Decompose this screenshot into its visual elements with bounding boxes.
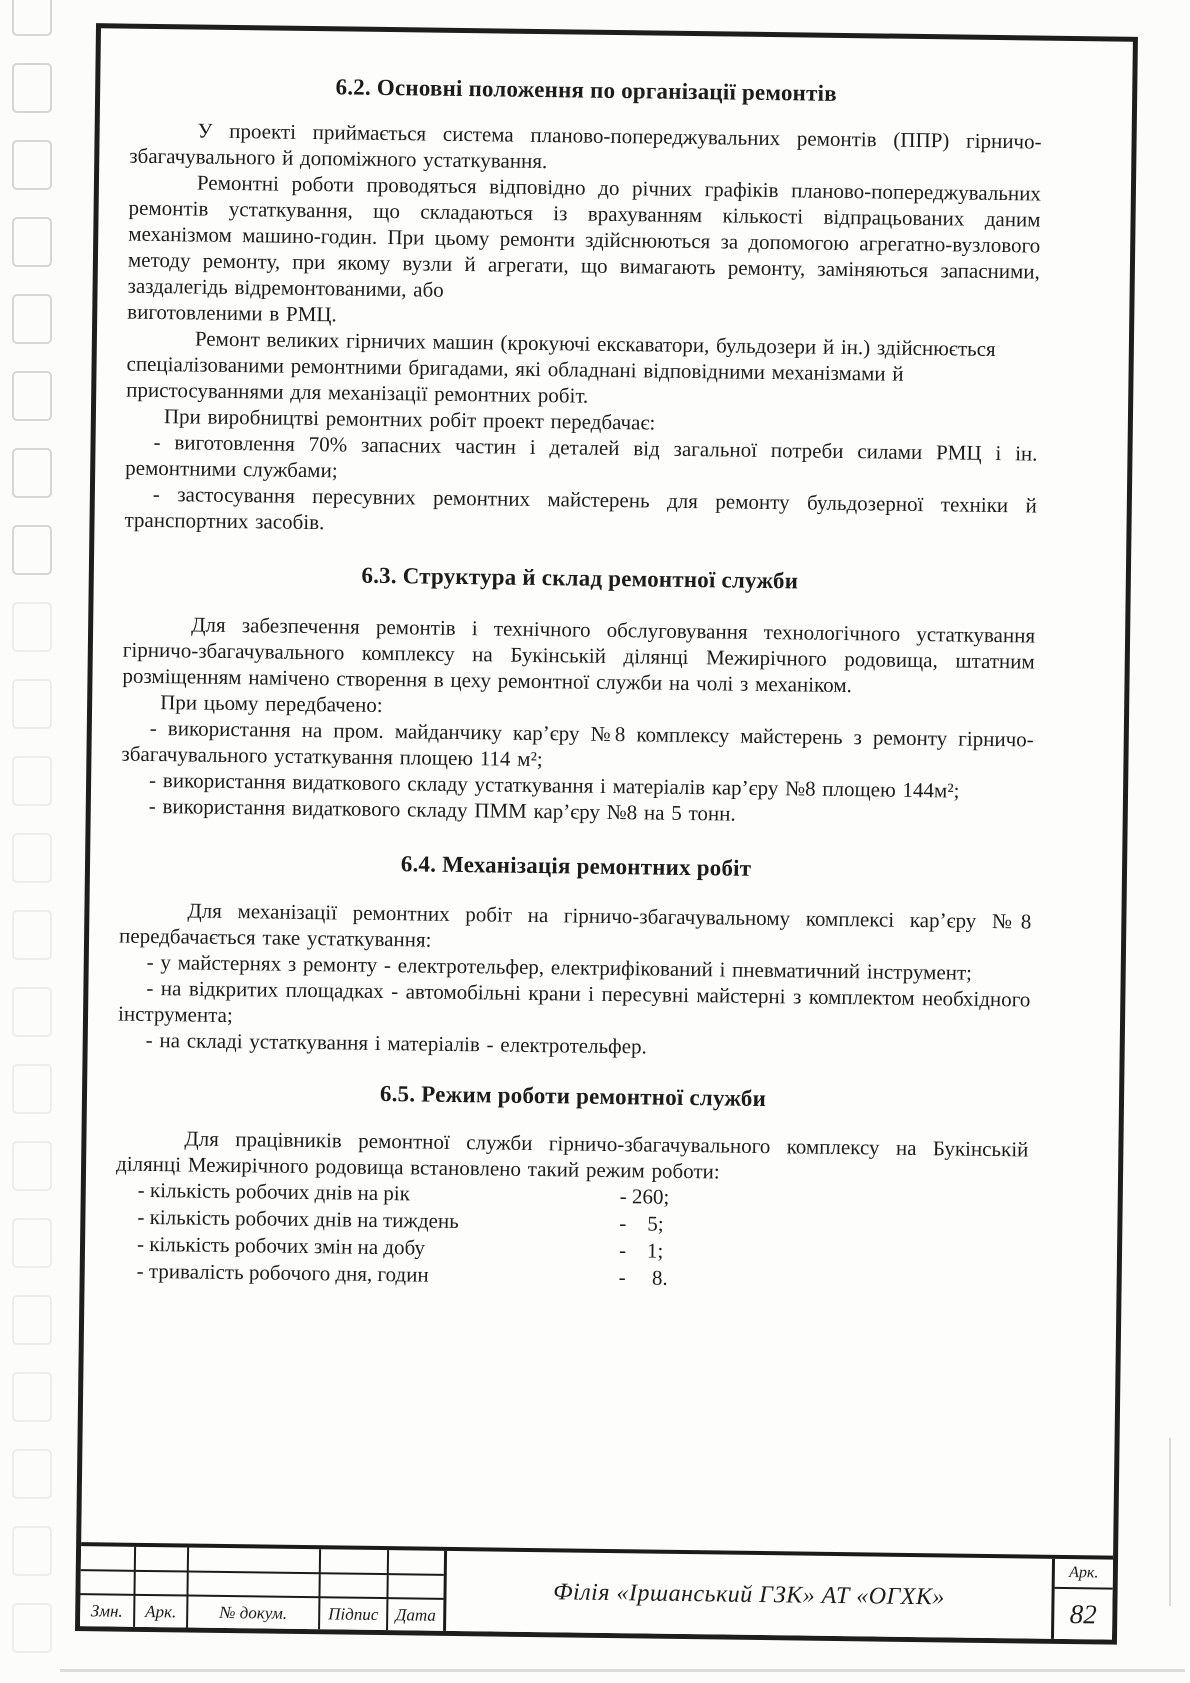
schedule-value: - 5; <box>619 1211 664 1236</box>
schedule-value: - 8. <box>618 1265 668 1290</box>
binding-hole-mark <box>12 833 52 883</box>
paragraph: Для працівників ремонтної служби гірничо-збагачувального комплексу на Букінській ділянці Межирічного родовища встановлено такий режим роботи: <box>115 1126 1029 1184</box>
scan-edge-shadow-bottom <box>60 1669 1185 1672</box>
binding-hole-mark <box>12 602 52 652</box>
title-block <box>80 1542 1113 1640</box>
list-item: - у майстернях з ремонту - електротельфер, електрифікований і пневматичний інструмент; <box>146 949 973 985</box>
title-block-col-signature: Підпис <box>320 1598 388 1630</box>
schedule-label: - кількість робочих днів на рік <box>137 1177 411 1206</box>
binding-hole-mark <box>12 294 52 344</box>
binding-hole-mark <box>12 63 52 113</box>
section-heading-6-5: 6.5. Режим роботи ремонтної служби <box>379 1080 767 1112</box>
schedule-label: - кількість робочих днів на тиждень <box>137 1204 459 1234</box>
section-heading-6-4: 6.4. Механізація ремонтних робіт <box>400 851 752 881</box>
organization-name: Філія «Іршанський ГЗК» АТ «ОГХК» <box>446 1551 1055 1639</box>
schedule-label: - кількість робочих змін на добу <box>136 1231 426 1260</box>
binding-hole-mark <box>12 910 52 960</box>
title-block-revision-grid <box>80 1546 447 1631</box>
title-block-cell <box>321 1549 389 1574</box>
binding-hole-mark <box>12 1449 52 1499</box>
scan-edge-shadow-right <box>1169 1438 1171 1606</box>
binding-hole-mark <box>12 1603 52 1653</box>
binding-hole-mark <box>12 1372 52 1422</box>
binding-hole-mark <box>12 448 52 498</box>
binding-hole-mark <box>12 1141 52 1191</box>
sheet-number: 82 <box>1069 1598 1098 1629</box>
title-block-cell <box>189 1548 321 1574</box>
paragraph: Для забезпечення ремонтів і технічного обслуговування технологічного устаткування гірничо-збагачувального комплексу на Букінській ділянці Межирічного родовища, штатним розміщенням намічено створення в цеху ремонтної служби на чолі з механіком. <box>122 612 1036 698</box>
schedule-value: - 1; <box>618 1238 664 1263</box>
title-block-cell <box>320 1574 388 1599</box>
list-item: - застосування пересувних ремонтних майстерень для ремонту бульдозерної техніки й транспортних засобів. <box>124 481 1037 535</box>
list-item: - виготовлення 70% запасних частин і деталей від загальної потреби силами РМЦ і ін. ремонтними службами; <box>125 429 1038 483</box>
binding-hole-mark <box>12 987 52 1037</box>
work-schedule-list <box>115 1177 1028 1297</box>
binding-hole-mark <box>12 756 52 806</box>
title-block-col-ark: Арк. <box>135 1596 188 1627</box>
paragraph: виготовленими в РМЦ. <box>127 299 337 327</box>
title-block-cell <box>389 1550 444 1575</box>
binding-hole-mark <box>12 1526 52 1576</box>
paragraph: У проекті приймається система планово-попереджувальних ремонтів (ППР) гірничо-збагачувального й допоміжного устаткування. <box>129 118 1042 174</box>
binding-hole-mark <box>12 140 52 190</box>
title-block-col-zmn: Змн. <box>80 1595 135 1626</box>
schedule-label: - тривалість робочого дня, годин <box>136 1258 429 1287</box>
sheet-number-block <box>1054 1559 1113 1640</box>
section-heading-6-2: 6.2. Основні положення по організації ремонтів <box>335 74 837 106</box>
list-item: - використання видаткового складу ПММ кар’єру №8 на 5 тонн. <box>148 793 736 826</box>
title-block-cell <box>388 1575 443 1600</box>
title-block-cell <box>81 1546 136 1571</box>
sheet-label: Арк. <box>1055 1559 1113 1590</box>
paragraph: Для механізації ремонтних робіт на гірничо-збагачувальному комплексі кар’єру №8 передбачається таке устаткування: <box>118 898 1032 952</box>
paragraph: Ремонт великих гірничих машин (крокуючі екскаватори, бульдозери й ін.) здійснюється спеціалізованими ремонтними бригадами, які обладнані відповідними механізмами й пристосуваннями для механізації ремонтних робіт. <box>126 326 996 408</box>
title-block-cell <box>188 1572 320 1598</box>
binding-hole-mark <box>12 1218 52 1268</box>
list-item: - на складі устаткування і матеріалів - електротельфер. <box>145 1027 647 1059</box>
title-block-cell <box>80 1571 135 1596</box>
binding-hole-mark <box>12 1295 52 1345</box>
list-item: - використання видаткового складу устаткування і матеріалів кар’єру №8 площею 144м²; <box>148 767 960 803</box>
paragraph: При цьому передбачено: <box>160 690 383 717</box>
section-heading-6-3: 6.3. Структура й склад ремонтної служби <box>361 562 799 594</box>
binding-hole-mark <box>12 1064 52 1114</box>
binding-marks <box>0 0 70 1683</box>
binding-hole-mark <box>12 0 52 36</box>
binding-hole-mark <box>12 217 52 267</box>
title-block-cell <box>136 1547 189 1572</box>
title-block-col-date: Дата <box>395 1604 437 1625</box>
title-block-cell <box>135 1571 188 1596</box>
paragraph: При виробництві ремонтних робіт проект передбачає: <box>163 404 656 435</box>
title-block-col-docnum: № докум. <box>188 1597 320 1630</box>
page-content <box>81 28 1133 1549</box>
list-item: - використання на пром. майданчику кар’єру №8 комплексу майстерень з ремонту гірничо-збагачувального устаткування площею 114 м²; <box>121 715 1034 772</box>
binding-hole-mark <box>12 371 52 421</box>
list-item: - на відкритих площадках - автомобільні крани і пересувні майстерні з комплектом необхідного інструмента; <box>117 975 1031 1028</box>
binding-hole-mark <box>12 525 52 575</box>
schedule-value: - 260; <box>619 1184 670 1209</box>
document-frame <box>75 23 1138 1645</box>
binding-hole-mark <box>12 679 52 729</box>
paragraph: Ремонтні роботи проводяться відповідно до річних графіків планово-попереджувальних ремонтів устаткування, що складаються із врахуванням кількості відпрацьованих даним механізмом машино-годин. При цьому ремонти здійснюються за допомогою агрегатно-вузлового методу ремонту, при якому вузли й агрегати, що вимагають ремонту, заміняються запасними, заздалегідь відремонтованими, або <box>127 170 1042 302</box>
